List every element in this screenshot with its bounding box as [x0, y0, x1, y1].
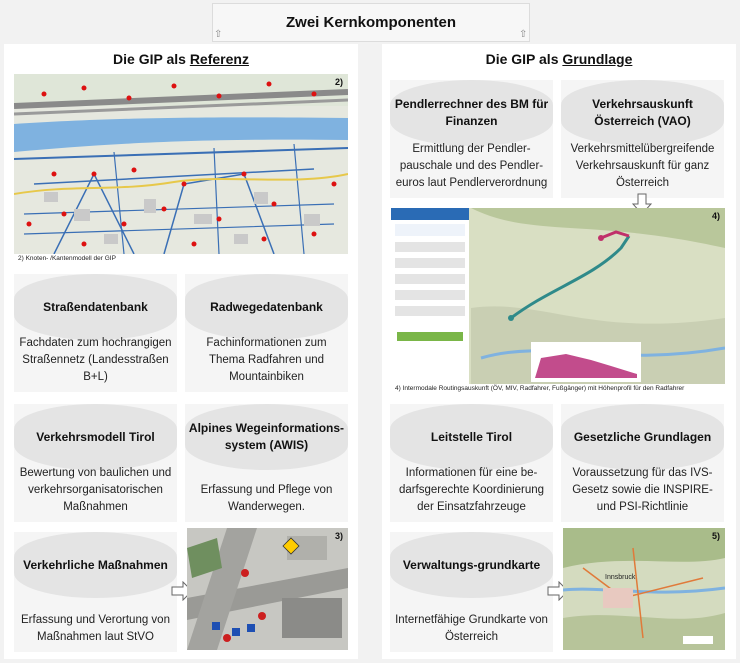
arrow-up-left-icon: ⇧: [214, 29, 223, 40]
card-body: Internetfähige Grundkarte von Österreich: [395, 614, 548, 643]
card-vao: [561, 80, 724, 198]
card-head: Radwegedatenbank: [185, 274, 348, 340]
card-strassendatenbank: [14, 274, 177, 392]
card-awis: [185, 404, 348, 522]
basemap-number: 5): [711, 531, 720, 541]
card-body: Verkehrsmittelübergreifende Verkehrsauskunft für ganz Österreich: [570, 143, 715, 189]
card-body: Informationen für eine be-darfsgerechte Koordinierung der Einsatzfahrzeuge: [398, 467, 545, 513]
card-head: Verkehrsauskunft Österreich (VAO): [561, 80, 724, 146]
basemap-innsbruck: [563, 528, 725, 650]
right-panel-title: [382, 51, 736, 67]
gip-network-map-drawing: [14, 74, 348, 254]
basemap-city-label: Innsbruck: [605, 574, 636, 581]
card-verwaltungsgrundkarte: [390, 532, 553, 652]
gip-network-map: [14, 74, 348, 254]
card-verkehrliche-massnahmen: [14, 532, 177, 652]
main-title-text: Zwei Kernkomponenten: [285, 14, 457, 31]
routing-map-caption: 4) Intermodale Routingsauskunft (ÖV, MIV, Radfahrer, Fußgänger) mit Höhenprofil für den Radfahrer: [395, 385, 685, 392]
right-title-emphasis: Grundlage: [562, 51, 633, 67]
card-head: Alpines Wegeinformations-system (AWIS): [185, 404, 348, 470]
basemap-innsbruck-drawing: [563, 528, 725, 650]
card-verkehrsmodell-tirol: [14, 404, 177, 522]
left-title-emphasis: Referenz: [189, 51, 249, 67]
card-head: Pendlerrechner des BM für Finanzen: [390, 80, 553, 146]
card-gesetzliche-grundlagen: [561, 404, 724, 522]
right-panel: [382, 44, 736, 659]
card-head: Verwaltungs-grundkarte: [390, 532, 553, 598]
card-head: Verkehrliche Maßnahmen: [14, 532, 177, 598]
main-title: [212, 3, 530, 42]
card-radwegedatenbank: [185, 274, 348, 392]
measures-aerial-photo: [187, 528, 348, 650]
left-panel-title: [4, 51, 358, 67]
card-leitstelle-tirol: [390, 404, 553, 522]
card-pendlerrechner: [390, 80, 553, 198]
left-panel: [4, 44, 358, 659]
routing-map-number: 4): [711, 211, 720, 221]
card-body: Fachinformationen zum Thema Radfahren und Mountainbiken: [206, 337, 327, 383]
right-title-prefix: Die GIP als: [485, 51, 563, 67]
card-body: Fachdaten zum hochrangigen Straßennetz (Landesstraßen B+L): [19, 337, 172, 383]
card-body: Erfassung und Verortung von Maßnahmen laut StVO: [21, 614, 170, 643]
left-title-prefix: Die GIP als: [113, 51, 190, 67]
card-body: Ermittlung der Pendler-pauschale und des Pendler-euros laut Pendlerverordnung: [395, 143, 548, 189]
routing-map-drawing: [391, 208, 725, 384]
card-head: Straßendatenbank: [14, 274, 177, 340]
card-head: Leitstelle Tirol: [390, 404, 553, 470]
routing-map: [391, 208, 725, 384]
card-body: Voraussetzung für das IVS-Gesetz sowie die INSPIRE- und PSI-Richtlinie: [572, 467, 713, 513]
photo-number: 3): [334, 531, 343, 541]
card-head: Verkehrsmodell Tirol: [14, 404, 177, 470]
gip-map-number: 2): [334, 77, 343, 87]
card-body: Bewertung von baulichen und verkehrsorganisatorischen Maßnahmen: [19, 467, 172, 513]
arrow-up-right-icon: ⇧: [519, 29, 528, 40]
measures-aerial-photo-drawing: [187, 528, 348, 650]
gip-map-caption: 2) Knoten- /Kantenmodell der GIP: [18, 255, 116, 262]
card-body: Erfassung und Pflege von Wanderwegen.: [200, 484, 333, 513]
card-head: Gesetzliche Grundlagen: [561, 404, 724, 470]
